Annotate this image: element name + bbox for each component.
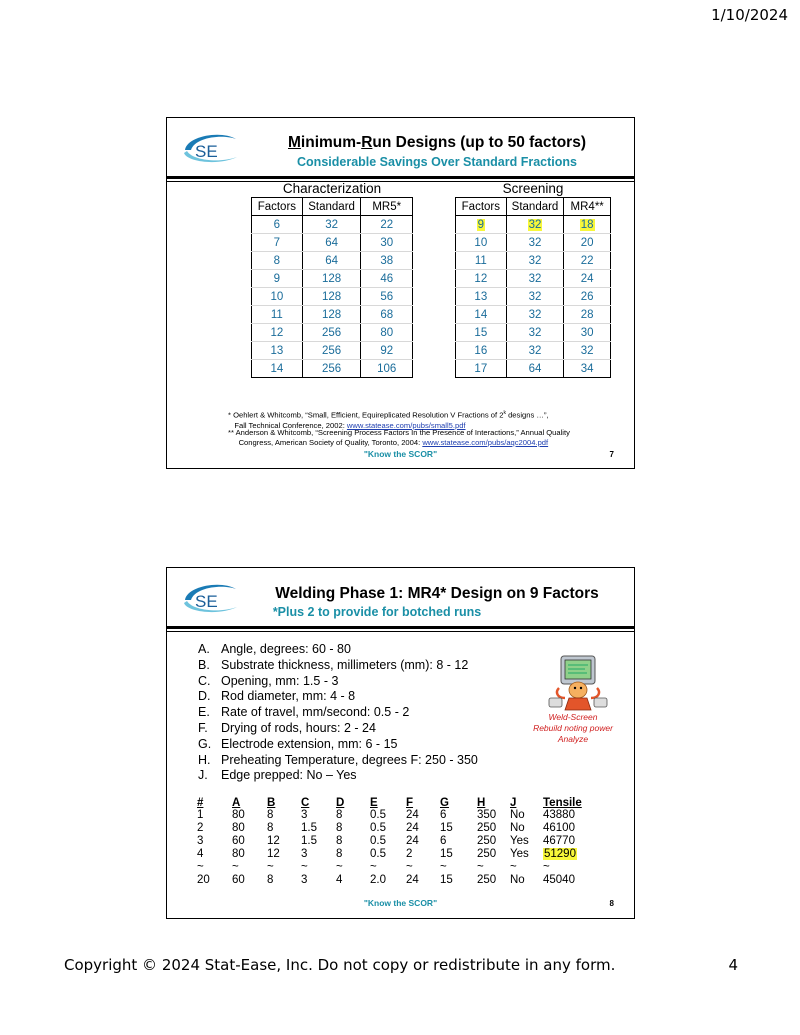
run-cell: 250 xyxy=(477,874,497,886)
characterization-cell: 22 xyxy=(361,216,413,234)
run-cell: 80 xyxy=(232,848,245,860)
factor-letter: E. xyxy=(198,705,210,720)
screening-cell xyxy=(506,216,564,234)
run-cell: 3 xyxy=(197,835,204,847)
run-cell: 24 xyxy=(406,874,419,886)
run-cell: ~ xyxy=(336,861,343,873)
characterization-header-cell: Standard xyxy=(302,198,361,216)
characterization-cell: 56 xyxy=(361,288,413,306)
welding-runs-table xyxy=(197,796,589,887)
screening-header-cell: Factors xyxy=(456,198,507,216)
run-cell: 1.5 xyxy=(301,822,317,834)
screening-cell: 24 xyxy=(564,270,611,288)
slide-subtitle: Considerable Savings Over Standard Fractions xyxy=(297,155,577,169)
characterization-row xyxy=(252,216,413,234)
run-cell: 12 xyxy=(267,848,280,860)
characterization-cell: 38 xyxy=(361,252,413,270)
highlighted-value: 32 xyxy=(528,218,542,231)
screening-table xyxy=(455,197,611,378)
screening-row xyxy=(456,252,611,270)
screening-cell: 32 xyxy=(506,252,564,270)
characterization-cell: 64 xyxy=(302,234,361,252)
run-cell: 12 xyxy=(267,835,280,847)
characterization-cell: 80 xyxy=(361,324,413,342)
run-header-cell: A xyxy=(232,796,241,809)
run-header-cell: D xyxy=(336,796,345,809)
characterization-cell: 256 xyxy=(302,342,361,360)
run-header-cell: Tensile xyxy=(543,796,582,809)
aqc2004-link[interactable]: www.statease.com/pubs/aqc2004.pdf xyxy=(422,438,549,447)
screening-row xyxy=(456,360,611,378)
run-cell: 2 xyxy=(406,848,413,860)
screening-cell xyxy=(456,216,507,234)
run-cell: 24 xyxy=(406,809,419,821)
characterization-cell: 68 xyxy=(361,306,413,324)
run-header-cell: F xyxy=(406,796,414,809)
slide-minimum-run-designs xyxy=(166,117,635,469)
characterization-cell: 12 xyxy=(252,324,303,342)
characterization-caption: Characterization xyxy=(282,181,382,196)
run-cell: 1 xyxy=(197,809,204,821)
characterization-table xyxy=(251,197,413,378)
screening-row xyxy=(456,270,611,288)
run-cell: 80 xyxy=(232,809,245,821)
run-cell: 250 xyxy=(477,835,497,847)
factor-item xyxy=(198,674,478,690)
run-cell: ~ xyxy=(267,861,274,873)
run-cell: Yes xyxy=(510,848,529,860)
characterization-row xyxy=(252,252,413,270)
characterization-cell: 8 xyxy=(252,252,303,270)
run-cell: 80 xyxy=(232,822,245,834)
run-cell: No xyxy=(510,809,525,821)
run-cell: 4 xyxy=(197,848,204,860)
factor-text: Preheating Temperature, degrees F: 250 - 350 xyxy=(221,752,478,767)
run-cell: 8 xyxy=(267,809,274,821)
run-cell: 8 xyxy=(336,809,343,821)
characterization-cell: 32 xyxy=(302,216,361,234)
characterization-row xyxy=(252,306,413,324)
screening-cell: 14 xyxy=(456,306,507,324)
slide-title: Welding Phase 1: MR4* Design on 9 Factors xyxy=(275,585,599,602)
weld-screen-caption: Weld-Screen Rebuild noting power Analyze xyxy=(533,712,613,744)
run-cell: 8 xyxy=(267,822,274,834)
run-cell: 2 xyxy=(197,822,204,834)
factor-text: Opening, mm: 1.5 - 3 xyxy=(221,673,339,688)
factor-item xyxy=(198,689,478,705)
run-cell: 1.5 xyxy=(301,835,317,847)
screening-cell: 32 xyxy=(506,270,564,288)
screening-row xyxy=(456,324,611,342)
screening-cell: 32 xyxy=(506,234,564,252)
page-number: 4 xyxy=(728,956,738,974)
run-cell: 350 xyxy=(477,809,497,821)
svg-text:SE: SE xyxy=(195,592,218,611)
run-cell: No xyxy=(510,874,525,886)
factor-letter: A. xyxy=(198,642,210,656)
factor-item xyxy=(198,642,478,658)
screening-row xyxy=(456,306,611,324)
screening-cell: 17 xyxy=(456,360,507,378)
screening-cell: 32 xyxy=(506,288,564,306)
header-divider-thin xyxy=(167,631,634,632)
run-cell: 8 xyxy=(267,874,274,886)
factor-text: Rate of travel, mm/second: 0.5 - 2 xyxy=(221,705,410,720)
stat-ease-logo-icon xyxy=(181,130,239,166)
run-row xyxy=(197,848,589,861)
run-cell: 15 xyxy=(440,822,453,834)
factor-text: Angle, degrees: 60 - 80 xyxy=(221,642,351,656)
run-cell: 43880 xyxy=(543,809,575,821)
run-row xyxy=(197,861,589,874)
run-cell: 3 xyxy=(301,874,308,886)
factor-item xyxy=(198,768,478,784)
screening-cell xyxy=(564,216,611,234)
screening-cell: 32 xyxy=(506,324,564,342)
factor-item xyxy=(198,753,478,769)
run-cell: Yes xyxy=(510,835,529,847)
run-cell: 250 xyxy=(477,848,497,860)
characterization-cell: 14 xyxy=(252,360,303,378)
run-cell: ~ xyxy=(406,861,413,873)
run-cell: 0.5 xyxy=(370,809,386,821)
characterization-row xyxy=(252,342,413,360)
characterization-cell: 13 xyxy=(252,342,303,360)
screening-cell: 26 xyxy=(564,288,611,306)
characterization-cell: 92 xyxy=(361,342,413,360)
run-row xyxy=(197,835,589,848)
run-header-cell: G xyxy=(440,796,449,809)
characterization-cell: 128 xyxy=(302,270,361,288)
footnote-oehlert: * Oehlert & Whitcomb, “Small, Efficient, Equireplicated Resolution V Fractions of 2$^k$ designs …”, Fall Technical Conference, 2002: www.statease.com/pubs/small5.pdf xyxy=(228,410,549,430)
screening-cell: 11 xyxy=(456,252,507,270)
screening-cell: 12 xyxy=(456,270,507,288)
screening-cell: 32 xyxy=(506,342,564,360)
screening-cell: 13 xyxy=(456,288,507,306)
run-cell: No xyxy=(510,822,525,834)
characterization-row xyxy=(252,324,413,342)
factor-list xyxy=(198,642,478,784)
run-row xyxy=(197,822,589,835)
run-cell: 4 xyxy=(336,874,343,886)
run-header-cell: B xyxy=(267,796,276,809)
screening-cell: 20 xyxy=(564,234,611,252)
factor-text: Electrode extension, mm: 6 - 15 xyxy=(221,736,398,751)
characterization-header-cell: Factors xyxy=(252,198,303,216)
characterization-cell: 64 xyxy=(302,252,361,270)
characterization-cell: 128 xyxy=(302,306,361,324)
screening-cell: 32 xyxy=(506,306,564,324)
run-cell: ~ xyxy=(477,861,484,873)
screening-cell: 64 xyxy=(506,360,564,378)
factor-letter: J. xyxy=(198,768,208,783)
run-header-cell: E xyxy=(370,796,378,809)
screening-row xyxy=(456,234,611,252)
footnote-anderson: ** Anderson & Whitcomb, “Screening Process Factors In the Presence of Interactions,” Annual Quality Congress, American Society of Quality, Toronto, 2004: www.statease.com/pubs/aqc2004.pdf xyxy=(228,428,570,447)
run-cell: ~ xyxy=(232,861,239,873)
run-cell: ~ xyxy=(370,861,377,873)
factor-letter: F. xyxy=(198,720,208,735)
run-cell: 0.5 xyxy=(370,848,386,860)
slide-page-number: 8 xyxy=(609,899,614,908)
run-cell: 45040 xyxy=(543,874,575,886)
run-header-cell: C xyxy=(301,796,310,809)
screening-cell: 30 xyxy=(564,324,611,342)
screening-cell: 10 xyxy=(456,234,507,252)
run-cell: ~ xyxy=(301,861,308,873)
welder-computer-clipart-icon xyxy=(547,654,609,712)
characterization-cell: 6 xyxy=(252,216,303,234)
slide-page-number: 7 xyxy=(609,450,614,459)
characterization-cell: 106 xyxy=(361,360,413,378)
factor-item xyxy=(198,737,478,753)
small5-link[interactable]: www.statease.com/pubs/small5.pdf xyxy=(346,420,466,430)
slide-welding-phase-1 xyxy=(166,567,635,919)
screening-cell: 15 xyxy=(456,324,507,342)
characterization-row xyxy=(252,234,413,252)
run-row xyxy=(197,874,589,887)
screening-row xyxy=(456,342,611,360)
run-cell: 60 xyxy=(232,874,245,886)
screening-cell: 16 xyxy=(456,342,507,360)
print-date: 1/10/2024 xyxy=(711,6,788,24)
characterization-header-cell: MR5* xyxy=(361,198,413,216)
highlighted-value: 9 xyxy=(477,218,485,231)
screening-caption: Screening xyxy=(502,181,564,196)
run-cell: ~ xyxy=(510,861,517,873)
run-header-cell: J xyxy=(510,796,517,809)
run-cell: 46770 xyxy=(543,835,575,847)
run-cell: 46100 xyxy=(543,822,575,834)
factor-letter: B. xyxy=(198,657,210,672)
characterization-cell: 46 xyxy=(361,270,413,288)
run-cell: 3 xyxy=(301,809,308,821)
run-cell: 60 xyxy=(232,835,245,847)
characterization-cell: 30 xyxy=(361,234,413,252)
highlighted-value: 18 xyxy=(580,218,594,231)
run-cell: 20 xyxy=(197,874,210,886)
slide-title: Minimum-Run Designs (up to 50 factors) xyxy=(288,134,586,151)
characterization-row xyxy=(252,270,413,288)
factor-letter: C. xyxy=(198,673,211,688)
factor-text: Edge prepped: No – Yes xyxy=(221,768,357,783)
slide-tagline: "Know the SCOR" xyxy=(363,449,438,459)
characterization-cell: 128 xyxy=(302,288,361,306)
run-cell: 0.5 xyxy=(370,822,386,834)
run-cell: 2.0 xyxy=(370,874,386,886)
run-cell: 6 xyxy=(440,835,447,847)
characterization-cell: 256 xyxy=(302,360,361,378)
run-cell xyxy=(543,848,589,861)
header-divider xyxy=(167,626,634,629)
run-cell: 15 xyxy=(440,874,453,886)
characterization-cell: 7 xyxy=(252,234,303,252)
factor-item xyxy=(198,705,478,721)
slide-subtitle: *Plus 2 to provide for botched runs xyxy=(272,605,482,619)
characterization-cell: 11 xyxy=(252,306,303,324)
characterization-cell: 10 xyxy=(252,288,303,306)
screening-cell: 34 xyxy=(564,360,611,378)
screening-header-cell: MR4** xyxy=(564,198,611,216)
run-cell: 3 xyxy=(301,848,308,860)
run-cell: 0.5 xyxy=(370,835,386,847)
run-cell: 15 xyxy=(440,848,453,860)
run-cell: ~ xyxy=(197,861,204,873)
run-cell: 24 xyxy=(406,835,419,847)
screening-header-cell: Standard xyxy=(506,198,564,216)
slide-tagline: "Know the SCOR" xyxy=(363,898,438,908)
run-cell: 250 xyxy=(477,822,497,834)
run-row xyxy=(197,809,589,822)
factor-text: Drying of rods, hours: 2 - 24 xyxy=(221,720,376,735)
run-cell: ~ xyxy=(440,861,447,873)
run-cell: 8 xyxy=(336,822,343,834)
svg-text:SE: SE xyxy=(195,142,218,161)
factor-text: Rod diameter, mm: 4 - 8 xyxy=(221,689,356,704)
screening-cell: 22 xyxy=(564,252,611,270)
factor-letter: H. xyxy=(198,752,211,767)
run-header-cell: # xyxy=(197,796,204,809)
screening-row xyxy=(456,288,611,306)
header-divider xyxy=(167,176,634,179)
screening-cell: 28 xyxy=(564,306,611,324)
run-cell: 24 xyxy=(406,822,419,834)
characterization-cell: 256 xyxy=(302,324,361,342)
run-cell: 8 xyxy=(336,848,343,860)
factor-item xyxy=(198,721,478,737)
screening-cell: 32 xyxy=(564,342,611,360)
copyright-notice: Copyright © 2024 Stat-Ease, Inc. Do not copy or redistribute in any form. xyxy=(64,956,616,974)
factor-text: Substrate thickness, millimeters (mm): 8 - 12 xyxy=(221,657,469,672)
characterization-row xyxy=(252,360,413,378)
factor-item xyxy=(198,658,478,674)
run-cell: ~ xyxy=(543,861,550,873)
screening-row xyxy=(456,216,611,234)
run-cell: 6 xyxy=(440,809,447,821)
run-cell: 8 xyxy=(336,835,343,847)
characterization-cell: 9 xyxy=(252,270,303,288)
run-header-cell: H xyxy=(477,796,486,809)
highlighted-tensile: 51290 xyxy=(544,848,576,860)
factor-letter: D. xyxy=(198,689,211,704)
characterization-row xyxy=(252,288,413,306)
factor-letter: G. xyxy=(198,736,212,751)
